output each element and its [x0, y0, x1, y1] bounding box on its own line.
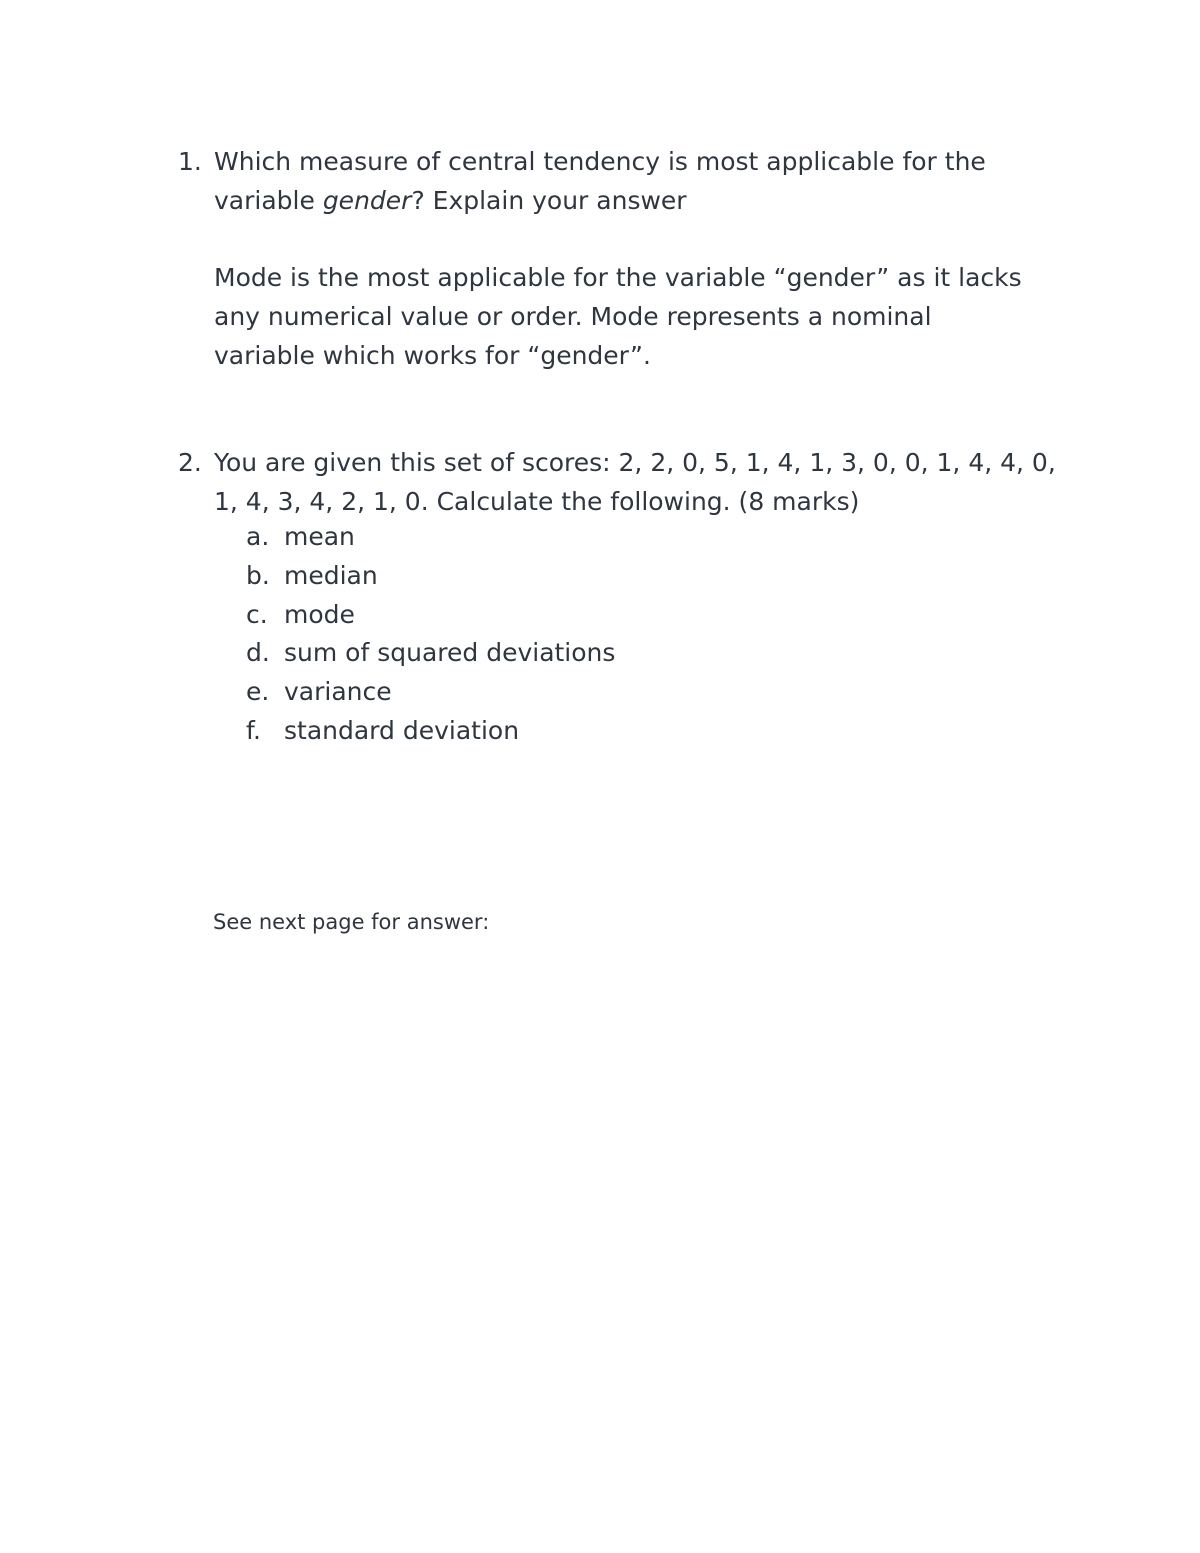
list-item-text: mean [284, 522, 355, 551]
answer-1 [214, 258, 1074, 375]
question-1-line-2-end: ? Explain your answer [411, 186, 687, 215]
answer-1-line-2: any numerical value or order. Mode represents a nominal [214, 302, 932, 331]
next-page-note: See next page for answer: [213, 910, 490, 934]
question-1-italic-term: gender [322, 186, 412, 215]
list-item-text: median [284, 560, 378, 590]
question-2-text [214, 443, 1074, 521]
question-2-line-1: You are given this set of scores: 2, 2, 0, 5, 1, 4, 1, 3, 0, 0, 1, 4, 4, 0, [214, 448, 1056, 477]
list-item-letter: a. [246, 522, 270, 551]
question-1-line-2-start: variable [214, 186, 323, 215]
answer-1-line-3: variable which works for “gender”. [214, 341, 651, 370]
list-item-letter: c. [246, 599, 268, 629]
list-item-letter: b. [246, 560, 270, 590]
list-item-letter: d. [246, 638, 270, 668]
list-item-text: mode [284, 599, 355, 629]
question-1-line-2 [214, 181, 1074, 220]
question-2-number: 2. [178, 448, 202, 477]
list-item-text: sum of squared deviations [284, 638, 616, 668]
list-item-text: standard deviation [284, 715, 520, 745]
list-item-letter: e. [246, 677, 270, 707]
list-item-letter: f. [246, 715, 261, 745]
question-1-line-1: Which measure of central tendency is most applicable for the [214, 147, 986, 176]
list-item-text: variance [284, 677, 392, 707]
answer-1-line-1: Mode is the most applicable for the variable “gender” as it lacks [214, 263, 1022, 292]
question-1-text [214, 142, 1074, 220]
question-1-number: 1. [178, 147, 202, 176]
question-2-line-2: 1, 4, 3, 4, 2, 1, 0. Calculate the following. (8 marks) [214, 487, 860, 516]
